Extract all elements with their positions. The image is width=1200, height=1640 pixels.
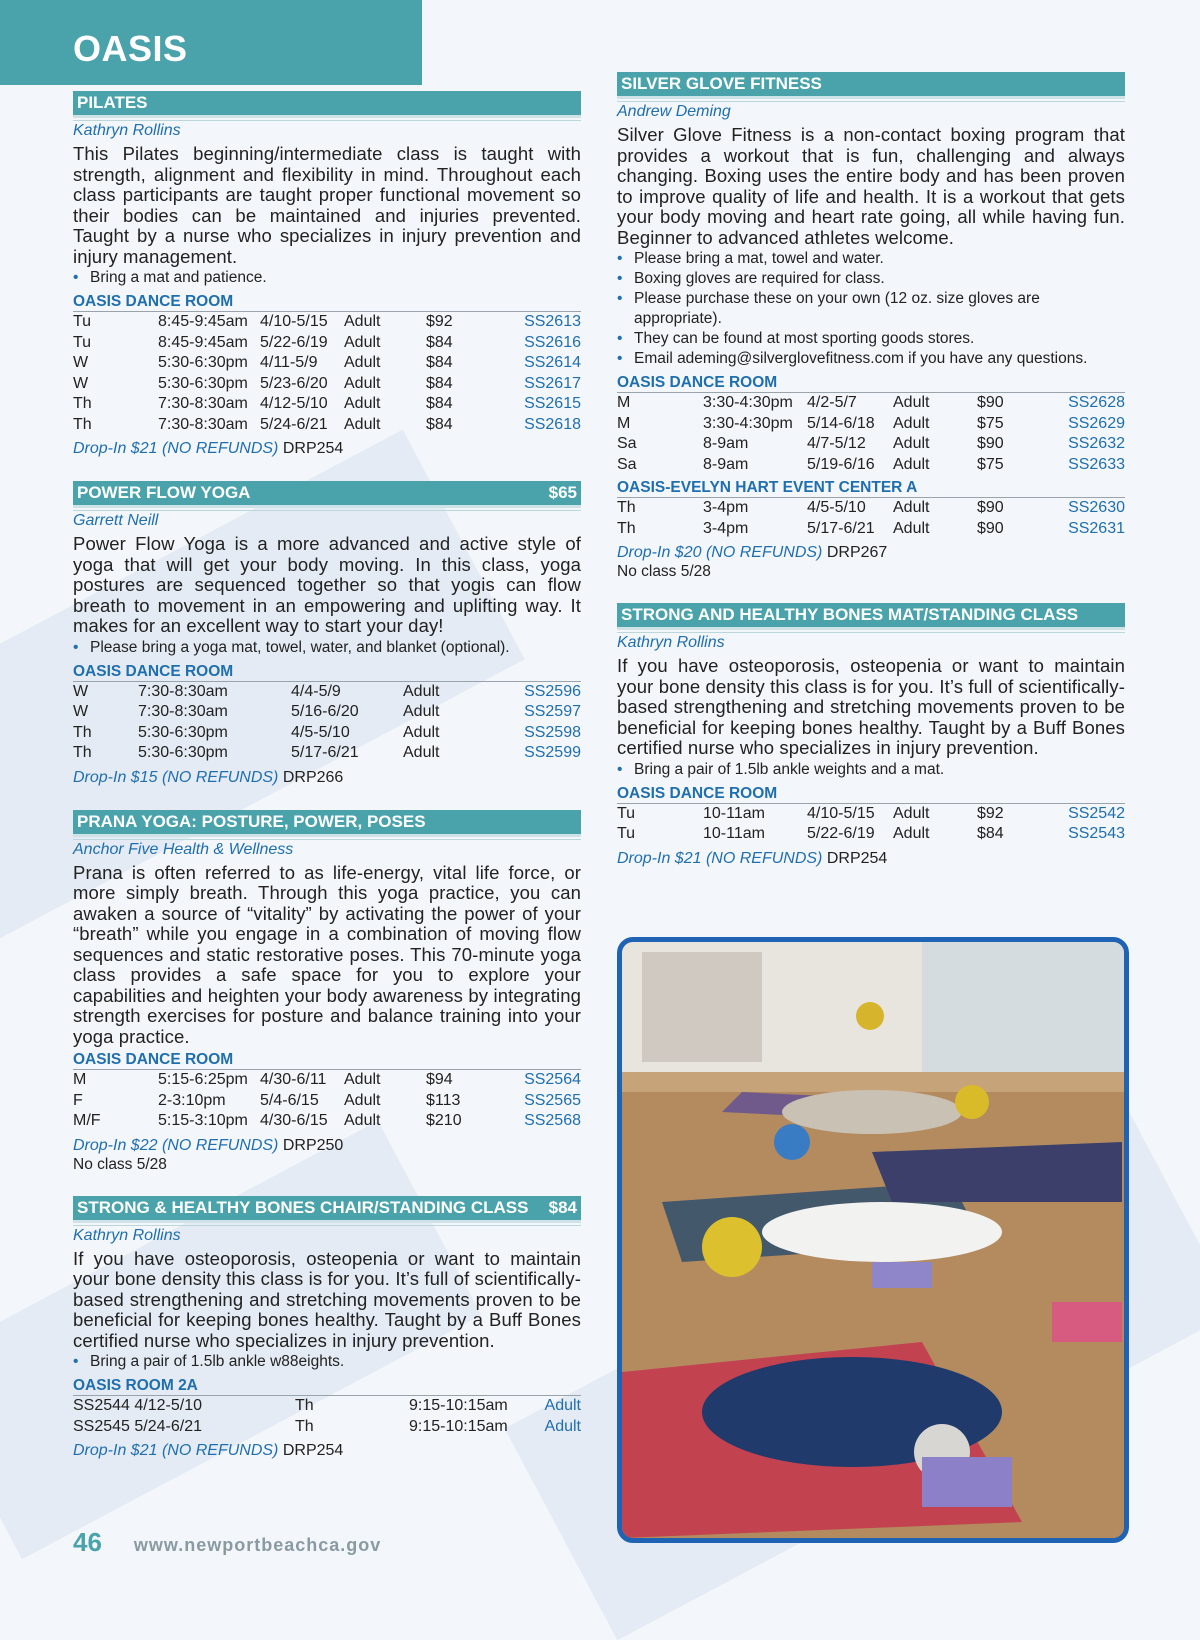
- fee: $75: [977, 455, 1004, 473]
- course-code-link[interactable]: SS2564: [524, 1071, 581, 1088]
- time: 8:45-9:45am: [158, 333, 248, 351]
- dropin-code: DRP254: [282, 440, 344, 457]
- section-price: $65: [548, 483, 577, 502]
- table-row: [617, 455, 1125, 476]
- course-code-link[interactable]: SS2598: [524, 723, 581, 741]
- page-title: OASIS: [73, 28, 188, 69]
- day: Th: [73, 744, 92, 761]
- section-title: PILATES: [77, 93, 148, 112]
- section-title: STRONG & HEALTHY BONES CHAIR/STANDING CLASS: [77, 1197, 529, 1217]
- age: Adult: [893, 455, 930, 473]
- course-code-link[interactable]: SS2543: [1068, 825, 1125, 842]
- course-code-link[interactable]: SS2616: [524, 333, 581, 351]
- fee: $84: [426, 374, 453, 392]
- table-row: [73, 743, 581, 764]
- table-row: [73, 1070, 581, 1091]
- table-row: [617, 434, 1125, 455]
- location-heading: OASIS DANCE ROOM: [73, 662, 581, 682]
- class-section-bones-mat: [617, 603, 1125, 869]
- fee: $92: [977, 804, 1004, 822]
- day: Th: [617, 499, 636, 516]
- class-photo-illustration: [622, 942, 1124, 1538]
- notes-list: [617, 249, 1125, 369]
- course-code-link[interactable]: SS2617: [524, 374, 581, 392]
- dropin-label: Drop-In $21 (NO REFUNDS): [73, 1442, 279, 1459]
- dropin-line: [73, 439, 581, 459]
- section-price: $84: [548, 1197, 577, 1217]
- course-code-link[interactable]: SS2618: [524, 415, 581, 433]
- dates: 4/30-6/15: [260, 1112, 328, 1129]
- dropin-line: [73, 768, 581, 788]
- day: M: [617, 414, 631, 432]
- dropin-code: DRP254: [826, 849, 888, 867]
- dates: 5/19-6/16: [807, 455, 875, 473]
- fee: $210: [426, 1112, 462, 1129]
- dropin-line: [617, 543, 1125, 563]
- time: 7:30-8:30am: [158, 415, 248, 433]
- table-row: [617, 824, 1125, 845]
- fee: $92: [426, 313, 453, 330]
- dates: 5/22-6/19: [260, 333, 328, 351]
- time: 7:30-8:30am: [138, 703, 228, 720]
- section-header: [73, 91, 581, 118]
- page-footer: [73, 1527, 381, 1558]
- day: W: [73, 703, 89, 720]
- time: 5:30-6:30pm: [138, 723, 228, 741]
- table-row: [617, 519, 1125, 540]
- class-section-prana-yoga: [73, 810, 581, 1174]
- day: W: [73, 374, 89, 392]
- time: 3:30-4:30pm: [703, 414, 793, 432]
- time: 8:45-9:45am: [158, 313, 248, 330]
- dates: 4/2-5/7: [807, 394, 857, 411]
- instructor-name: Kathryn Rollins: [73, 1225, 581, 1245]
- age: Adult: [893, 804, 930, 822]
- note-item: • Please bring a mat, towel and water.: [617, 249, 1125, 269]
- section-title: PRANA YOGA: POSTURE, POWER, POSES: [77, 811, 426, 831]
- course-code-link[interactable]: SS2633: [1068, 455, 1125, 473]
- day: Sa: [617, 455, 637, 473]
- class-section-power-flow-yoga: [73, 481, 581, 788]
- dropin-label: Drop-In $20 (NO REFUNDS): [617, 544, 823, 561]
- table-row: [73, 723, 581, 744]
- course-code-link[interactable]: SS2568: [524, 1112, 581, 1129]
- class-description: If you have osteoporosis, osteopenia or want to maintain your bone density this class is for you. It’s full of scientifically-based strengthening and stretching movements proven to be beneficial for keeping bones healthy. Taught by a Buff Bones certified nurse who specializes in injury prevention.: [617, 655, 1125, 758]
- table-row: [73, 312, 581, 333]
- left-column: [73, 91, 581, 1483]
- fee: $84: [977, 825, 1004, 842]
- section-title: POWER FLOW YOGA: [77, 483, 251, 502]
- age: Adult: [893, 825, 930, 842]
- note-item: • Bring a mat and patience.: [73, 268, 581, 288]
- dates: 4/7-5/12: [807, 435, 866, 452]
- age: Adult: [344, 354, 381, 371]
- fee: $84: [426, 395, 453, 412]
- schedule-table: [617, 393, 1125, 475]
- class-description: This Pilates beginning/intermediate class is taught with strength, alignment and flexibility in mind. Throughout each class participants are taught proper functional movement so their bodies can be maintained and injuries prevented. Taught by a nurse who specializes in injury prevention and injury management.: [73, 143, 581, 267]
- section-header: [617, 603, 1125, 630]
- age: Adult: [344, 333, 381, 351]
- age: Adult: [344, 395, 381, 412]
- time: 5:15-3:10pm: [158, 1112, 248, 1129]
- dates: 5/4-6/15: [260, 1091, 319, 1109]
- schedule-table: [617, 804, 1125, 845]
- course-code-link[interactable]: SS2614: [524, 354, 581, 371]
- section-header: [73, 810, 581, 837]
- right-column: [617, 72, 1125, 891]
- dates: 4/4-5/9: [291, 682, 341, 700]
- fee: $90: [977, 394, 1004, 411]
- age: Adult: [344, 1112, 381, 1129]
- day: M/F: [73, 1112, 101, 1129]
- day: M: [73, 1071, 87, 1088]
- fee: $113: [426, 1091, 461, 1109]
- fee: $90: [977, 499, 1004, 516]
- age: Adult: [344, 1071, 381, 1088]
- course-code-link[interactable]: SS2565: [524, 1091, 581, 1109]
- note-item: • They can be found at most sporting goods stores.: [617, 329, 1125, 349]
- table-row: [73, 333, 581, 354]
- dates: 4/12-5/10: [260, 395, 328, 412]
- fee: $84: [426, 415, 453, 433]
- age: Adult: [344, 1091, 381, 1109]
- table-row: [73, 702, 581, 723]
- location-heading: OASIS DANCE ROOM: [617, 784, 1125, 804]
- day: Th: [295, 1397, 314, 1414]
- table-row: [617, 414, 1125, 435]
- age: Adult: [344, 374, 381, 392]
- page-number: 46: [73, 1527, 102, 1557]
- table-row: [73, 1111, 581, 1132]
- table-row: [617, 393, 1125, 414]
- age: Adult: [893, 394, 930, 411]
- day: W: [73, 682, 89, 700]
- time: 9:15-10:15am: [409, 1397, 508, 1414]
- notes-list: [73, 638, 581, 658]
- notes-list: [73, 268, 581, 288]
- dropin-code: DRP267: [826, 544, 888, 561]
- code-dates: SS2544 4/12-5/10: [73, 1397, 202, 1414]
- age: Adult: [403, 703, 440, 720]
- note-item: • Please purchase these on your own (12 oz. size gloves are appropriate).: [617, 289, 1125, 329]
- age: Adult: [544, 1417, 581, 1435]
- schedule-table: [73, 1396, 581, 1437]
- day: F: [73, 1091, 83, 1109]
- table-row: [73, 394, 581, 415]
- course-code-link[interactable]: SS2596: [524, 682, 581, 700]
- age: Adult: [893, 414, 930, 432]
- course-code-link[interactable]: SS2631: [1068, 519, 1125, 537]
- code-dates: SS2545 5/24-6/21: [73, 1417, 202, 1435]
- class-description: Prana is often referred to as life-energy, vital life force, or more simply breath. Through this yoga practice, you can awaken a source of “vitality” by activating the power of your “breath” while you engage in a combination of moving flow sequences and static restorative poses. This 70-minute yoga class provides a safe space for you to explore your capabilities and heighten your body awareness by integrating strength exercises for posture and balance training into your yoga practice.: [73, 861, 581, 1047]
- instructor-name: Garrett Neill: [73, 510, 581, 530]
- section-header: [73, 481, 581, 508]
- time: 7:30-8:30am: [138, 682, 228, 700]
- table-row: [73, 374, 581, 395]
- dropin-line: [73, 1441, 581, 1461]
- dates: 4/5-5/10: [807, 499, 866, 516]
- course-code-link[interactable]: SS2630: [1068, 499, 1125, 516]
- location-heading: OASIS ROOM 2A: [73, 1376, 581, 1396]
- schedule-table: [73, 1070, 581, 1132]
- time: 7:30-8:30am: [158, 395, 248, 412]
- day: Th: [73, 723, 92, 741]
- dates: 5/23-6/20: [260, 374, 328, 392]
- fee: $90: [977, 519, 1004, 537]
- course-code-link[interactable]: SS2629: [1068, 414, 1125, 432]
- table-row: [73, 353, 581, 374]
- day: Tu: [617, 804, 636, 822]
- notes-list: [73, 1352, 581, 1372]
- no-class-note: No class 5/28: [73, 1155, 167, 1173]
- time: 2-3:10pm: [158, 1091, 226, 1109]
- class-section-silver-glove: [617, 72, 1125, 581]
- age: Adult: [893, 519, 930, 537]
- table-row: [73, 415, 581, 436]
- header-banner: [0, 0, 422, 85]
- dates: 5/17-6/21: [807, 519, 875, 537]
- instructor-name: Kathryn Rollins: [73, 120, 581, 140]
- table-row: [617, 804, 1125, 825]
- fee: $84: [426, 333, 453, 351]
- dropin-label: Drop-In $22 (NO REFUNDS): [73, 1136, 279, 1154]
- class-description: If you have osteoporosis, osteopenia or want to maintain your bone density this class is for you. It’s full of scientifically-based strengthening and stretching movements proven to be beneficial for keeping bones healthy. Taught by a Buff Bones certified nurse who specializes in injury prevention.: [73, 1247, 581, 1351]
- time: 8-9am: [703, 435, 749, 452]
- dates: 5/24-6/21: [260, 415, 328, 433]
- course-code-link[interactable]: SS2613: [524, 313, 581, 330]
- dates: 4/11-5/9: [260, 354, 318, 371]
- day: Tu: [617, 825, 636, 842]
- location-heading: OASIS DANCE ROOM: [73, 1050, 581, 1070]
- schedule-table: [73, 312, 581, 435]
- age: Adult: [893, 435, 930, 452]
- fee: $84: [426, 354, 453, 371]
- course-code-link[interactable]: SS2628: [1068, 394, 1125, 411]
- instructor-name: Kathryn Rollins: [617, 632, 1125, 652]
- age: Adult: [544, 1397, 581, 1414]
- website-link[interactable]: www.newportbeachca.gov: [133, 1535, 382, 1555]
- time: 3-4pm: [703, 519, 749, 537]
- class-section-pilates: [73, 91, 581, 459]
- table-row: [73, 1396, 581, 1417]
- day: M: [617, 394, 631, 411]
- table-row: [73, 682, 581, 703]
- day: Th: [295, 1417, 314, 1435]
- day: W: [73, 354, 89, 371]
- note-item: • Bring a pair of 1.5lb ankle w88eights.: [73, 1352, 581, 1372]
- time: 5:15-6:25pm: [158, 1071, 248, 1088]
- time: 5:30-6:30pm: [138, 744, 228, 761]
- table-row: [73, 1417, 581, 1438]
- day: Tu: [73, 313, 92, 330]
- notes-list: [617, 760, 1125, 780]
- note-item: • Please bring a yoga mat, towel, water, and blanket (optional).: [73, 638, 581, 658]
- day: Th: [617, 519, 636, 537]
- time: 10-11am: [703, 825, 765, 842]
- dates: 5/17-6/21: [291, 744, 359, 761]
- note-item: • Bring a pair of 1.5lb ankle weights and a mat.: [617, 760, 1125, 780]
- dates: 4/5-5/10: [291, 723, 350, 741]
- schedule-table: [617, 498, 1125, 539]
- course-code-link[interactable]: SS2615: [524, 395, 581, 412]
- dates: 4/10-5/15: [260, 313, 328, 330]
- course-code-link[interactable]: SS2542: [1068, 804, 1125, 822]
- course-code-link[interactable]: SS2632: [1068, 435, 1125, 452]
- time: 5:30-6:30pm: [158, 354, 248, 371]
- dropin-code: DRP266: [282, 768, 344, 786]
- fee: $90: [977, 435, 1004, 452]
- time: 3:30-4:30pm: [703, 394, 793, 411]
- schedule-table: [73, 682, 581, 764]
- class-section-bones-chair: [73, 1196, 581, 1462]
- course-code-link[interactable]: SS2597: [524, 703, 581, 720]
- dropin-label: Drop-In $15 (NO REFUNDS): [73, 768, 279, 786]
- time: 10-11am: [703, 804, 765, 822]
- dropin-code: DRP250: [282, 1136, 344, 1154]
- dates: 5/14-6/18: [807, 414, 875, 432]
- section-title: SILVER GLOVE FITNESS: [621, 74, 822, 93]
- section-header: [73, 1196, 581, 1223]
- time: 8-9am: [703, 455, 749, 473]
- time: 3-4pm: [703, 499, 749, 516]
- day: Tu: [73, 333, 92, 351]
- dropin-line: [617, 849, 1125, 869]
- section-title: STRONG AND HEALTHY BONES MAT/STANDING CLASS: [621, 605, 1079, 624]
- class-description: Silver Glove Fitness is a non-contact boxing program that provides a workout that is fun, challenging and always changing. Boxing uses the entire body and has been proven to improve quality of life and health. It is a workout that gets your body moving and heart rate going, all while having fun. Beginner to advanced athletes welcome.: [617, 124, 1125, 248]
- age: Adult: [893, 499, 930, 516]
- course-code-link[interactable]: SS2599: [524, 744, 581, 761]
- dropin-code: DRP254: [282, 1442, 344, 1459]
- location-heading: OASIS DANCE ROOM: [73, 292, 581, 312]
- age: Adult: [403, 723, 440, 741]
- day: Th: [73, 395, 92, 412]
- dropin-label: Drop-In $21 (NO REFUNDS): [617, 849, 823, 867]
- section-header: [617, 72, 1125, 99]
- dates: 4/10-5/15: [807, 804, 875, 822]
- age: Adult: [403, 744, 440, 761]
- dates: 4/30-6/11: [260, 1071, 327, 1088]
- day: Th: [73, 415, 92, 433]
- dropin-line: [73, 1136, 581, 1156]
- age: Adult: [403, 682, 440, 700]
- table-row: [73, 1091, 581, 1112]
- note-item: • Email ademing@silverglovefitness.com if you have any questions.: [617, 349, 1125, 369]
- instructor-name: Anchor Five Health & Wellness: [73, 839, 581, 859]
- dates: 5/16-6/20: [291, 703, 359, 720]
- class-description: Power Flow Yoga is a more advanced and active style of yoga that will get your body moving. In this class, yoga postures are sequenced together so that yogis can flow breath to movement in an empowering and uplifting way. It makes for an excellent way to start your day!: [73, 533, 581, 636]
- instructor-name: Andrew Deming: [617, 101, 1125, 121]
- day: Sa: [617, 435, 637, 452]
- dates: 5/22-6/19: [807, 825, 875, 842]
- fee: $94: [426, 1071, 453, 1088]
- table-row: [617, 498, 1125, 519]
- location-heading: OASIS DANCE ROOM: [617, 373, 1125, 393]
- fee: $75: [977, 414, 1004, 432]
- age: Adult: [344, 415, 381, 433]
- dropin-label: Drop-In $21 (NO REFUNDS): [73, 440, 279, 457]
- location-heading: OASIS-EVELYN HART EVENT CENTER A: [617, 478, 1125, 498]
- note-item: • Boxing gloves are required for class.: [617, 269, 1125, 289]
- time: 5:30-6:30pm: [158, 374, 248, 392]
- class-photo: [617, 937, 1129, 1543]
- no-class-note: No class 5/28: [617, 563, 711, 580]
- age: Adult: [344, 313, 381, 330]
- time: 9:15-10:15am: [409, 1417, 508, 1435]
